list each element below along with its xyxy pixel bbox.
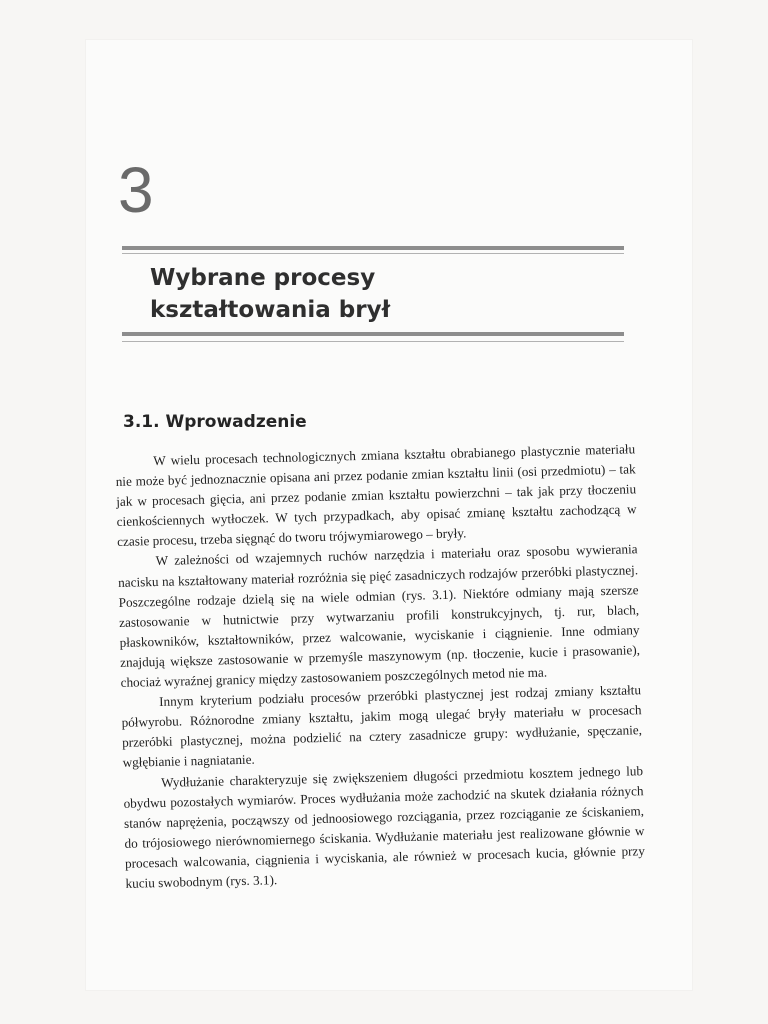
chapter-rule-top-thin <box>122 253 624 254</box>
paragraph-1: W wielu procesach technologicznych zmiana kształtu obrabianego plastycznie materiału nie może być jednoznacznie opisana ani przez podanie zmian kształtu linii (osi przedmiotu) – tak jak w procesach gięcia, ani przez podanie zmian kształtu powierzchni – tak jak przy tłoczeniu cienkościennych wytłoczek. W tych przypadkach, aby opisać zmianę kształtu zachodzącą w czasie procesu, trzeba sięgnąć do tworu trójwymiarowego – bryły. <box>115 441 637 550</box>
chapter-rule-bottom-thin <box>122 341 624 342</box>
section-title: 3.1. Wprowadzenie <box>123 412 307 432</box>
chapter-rule-bottom <box>122 332 624 336</box>
chapter-number: 3 <box>118 154 154 226</box>
paragraph-4: Wydłużanie charakteryzuje się zwiększeniem długości przedmiotu kosztem jednego lub obydwu pozostałych wymiarów. Proces wydłużania może zachodzić na skutek działania różnych stanów naprężenia, począwszy od jednoosiowego rozciągania, przez rozciąganie ze ściskaniem, do trójosiowego nierównomiernego ściskania. Wydłużanie materiału jest realizowane głównie w procesach walcowania, ciągnienia i wyciskania, ale również w procesach kucia, głównie przy kuciu swobodnym (rys. 3.1). <box>123 762 646 891</box>
chapter-title-line-2: kształtowania brył <box>150 297 391 323</box>
chapter-title <box>150 262 580 326</box>
paragraph-3: Innym kryterium podziału procesów przeróbki plastycznej jest rodzaj zmiany kształtu półwyrobu. Różnorodne zmiany kształtu, jakim mogą ulegać bryły materiału w procesach przeróbki plastycznej, można podzielić na cztery zasadnicze grupy: wydłużanie, spęczanie, wgłębianie i nagniatanie. <box>121 682 643 771</box>
chapter-title-line-1: Wybrane procesy <box>150 265 376 291</box>
body-text <box>115 439 646 894</box>
chapter-rule-top <box>122 246 624 250</box>
paragraph-2: W zależności od wzajemnych ruchów narzędzia i materiału oraz sposobu wywierania nacisku na kształtowany materiał rozróżnia się pięć zasadniczych rodzajów przeróbki plastycznej. Poszczególne rodzaje dzielą się na wiele odmian (rys. 3.1). Niektóre odmiany mają szersze zastosowanie w hutnictwie przy wytwarzaniu profili konstrukcyjnych, tj. rur, blach, płaskowników, kształtowników, przez walcowanie, wyciskanie i ciągnienie. Inne odmiany znajdują większe zastosowanie w przemyśle maszynowym (np. tłoczenie, kucie i prasowanie), chociaż wyraźnej granicy między zastosowaniem poszczególnych metod nie ma. <box>117 541 641 690</box>
